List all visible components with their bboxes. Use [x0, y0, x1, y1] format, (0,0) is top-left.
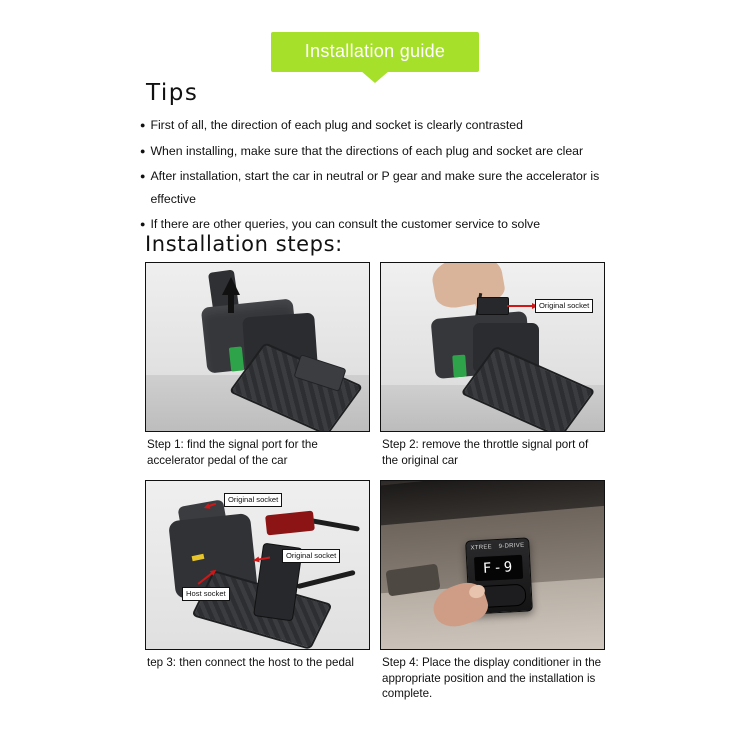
tip-text: After installation, start the car in neutral or P gear and make sure the accelerator is effective — [150, 169, 600, 206]
step-cell-4 — [380, 480, 605, 702]
device-display-value: F-9 — [482, 559, 515, 577]
pointer-arrow-stem — [228, 293, 234, 313]
steps-row-2 — [145, 480, 605, 702]
step-4-photo — [380, 480, 605, 650]
step-cell-2 — [380, 262, 605, 468]
step-cell-1 — [145, 262, 370, 468]
steps-grid — [145, 262, 605, 702]
bullet-icon: ● — [140, 145, 146, 156]
device-brand-right: 9-DRIVE — [498, 542, 525, 550]
green-connector — [452, 355, 467, 378]
bullet-icon: ● — [140, 120, 146, 130]
step-cell-3 — [145, 480, 370, 702]
device-display — [474, 555, 523, 581]
device-brand-left: XTREE — [470, 544, 493, 552]
device-brand-row — [470, 543, 524, 552]
tip-item — [140, 140, 610, 163]
step-1-caption: Step 1: find the signal port for the accelerator pedal of the car — [147, 438, 318, 467]
callout-leader-line — [507, 305, 533, 307]
step-2-photo — [380, 262, 605, 432]
tips-heading: Tips — [146, 80, 199, 106]
red-plug — [265, 511, 315, 536]
steps-heading: Installation steps: — [145, 232, 343, 256]
tip-item — [140, 114, 610, 137]
callout-original-socket-top: Original socket — [224, 493, 282, 507]
tip-text: First of all, the direction of each plug and socket is clearly contrasted — [150, 118, 523, 132]
header-banner: Installation guide — [271, 32, 480, 72]
step-1-photo — [145, 262, 370, 432]
step-3-caption: tep 3: then connect the host to the pedal — [147, 656, 354, 669]
step-2-caption: Step 2: remove the throttle signal port of the original car — [382, 438, 589, 467]
step-4-caption: Step 4: Place the display conditioner in the appropriate position and the installation is complete. — [382, 656, 602, 700]
callout-host-socket: Host socket — [182, 587, 230, 601]
tip-text: When installing, make sure that the directions of each plug and socket are clear — [150, 143, 584, 158]
harness-cable-lower — [296, 570, 355, 589]
header-banner-wrap — [0, 32, 750, 72]
callout-original-socket-right: Original socket — [282, 549, 340, 563]
original-socket — [477, 297, 509, 315]
green-connector — [229, 346, 244, 371]
tip-item — [140, 165, 610, 210]
callout-original-socket: Original socket — [535, 299, 593, 313]
steps-row-1 — [145, 262, 605, 468]
tips-list — [140, 114, 610, 239]
bullet-icon: ● — [140, 219, 146, 229]
bullet-icon: ● — [140, 171, 146, 181]
step-3-photo — [145, 480, 370, 650]
tip-text: If there are other queries, you can consult the customer service to solve — [150, 217, 541, 231]
